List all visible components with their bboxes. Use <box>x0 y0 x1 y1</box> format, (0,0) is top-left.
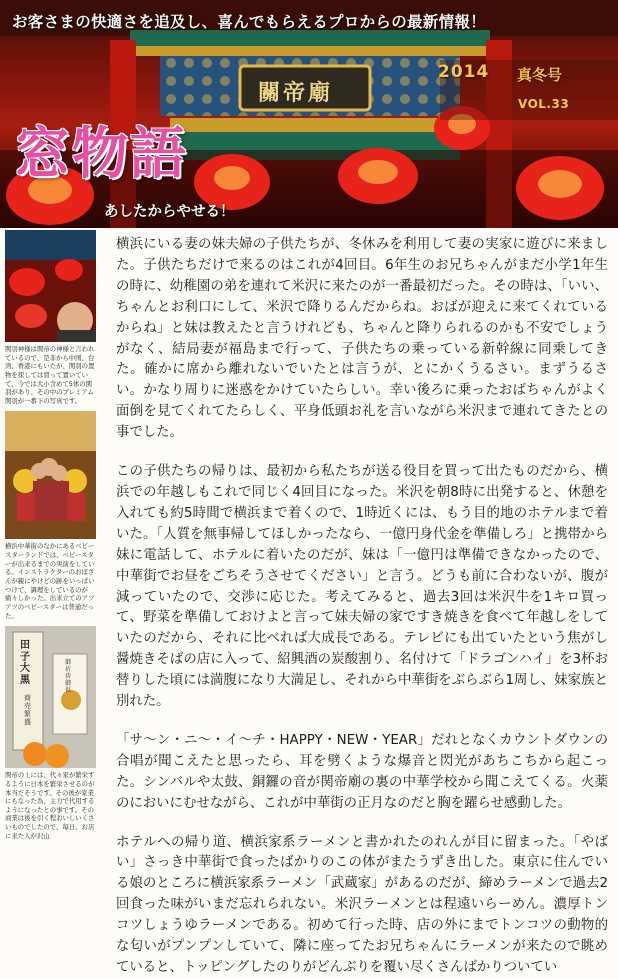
photo-caption-2: 横浜中華街のなかにあるベビースターランドでは、ベビースターが出来るまでの実演をしている。インストラクターのおばさんが親にやけどの跡をいっぱいつけて、調理をしているのが痛々しかった。出来立てのアツアツのベビースターは普通だった。 <box>5 542 95 620</box>
sidebar <box>5 230 96 840</box>
article-paragraph-2: この子供たちの帰りは、最初から私たちが送る役目を買って出たものだから、横浜での年越しもこれで同じく4回目になった。米沢を朝8時に出発すると、休憩を入れても約5時間で横浜まで着くので、1時近くには、もう目的地のホテルまで着いた。「人質を無事帰してほしかったなら、一億円身代金を準備しろ」と携帯から妹に電話して、ホテルに着いたのだが、妹は「一億円は準備できなかったので、中華街でお昼をごちそうさせてください」と言う。どうも前に合わないが、腹が減っていたので、交渉に応じた。考えてみると、過去3回は米沢牛を1キロ買って、野菜を準備しておけよと言って妹夫婦の家ですき焼きを食べて年越しをしていたのだから、それに比べれば大成長である。テレビにも出ていたという焦がし醤焼きそばの店に入って、紹興酒の炭酸割り、名付けて「ドラゴンハイ」を3杯お替りした頃には満腹になり大満足し、それから中華街をぶらぶら1周し、妹家族と別れた。 <box>116 464 608 710</box>
newsletter-subtitle: あしたからやせる！ <box>104 204 235 220</box>
photo-caption-1: 関羽神様は関帝の神様と言われているので、是非から中国、台湾、香港にもいたが、関羽の置物を探しては買って置いていて、今では大小含めて5体の関羽があり、その中のプレミアム関羽が一番下の写真です。 <box>5 345 95 405</box>
photo-temple-lanterns <box>5 230 96 342</box>
photo-baby-star-land <box>5 411 96 539</box>
plaque-line-2: 商売繁盛 <box>24 694 31 727</box>
plaque-line-3: 御祈祷御供 <box>65 659 72 694</box>
tagline: お客さまの快適さを追及し、喜んでもらえるプロからの最新情報！ <box>12 13 487 31</box>
issue-season: 真冬号 <box>517 66 563 84</box>
plaque-line-1: 田子大黒 <box>20 640 30 686</box>
article-paragraph-4: ホテルへの帰り道、横浜家系ラーメンと書かれたのれんが目に留まった。「やばい」さっき中華街で食ったばかりのこの体がまたうずき出した。東京に住んでいる娘のところに横浜家系ラーメン「武蔵家」があるのだが、締めラーメンで過去2回食った味がいまだ忘れられない。米沢ラーメンとは程遠いらーめん。濃厚トンコツしょうゆラーメンである。初めて行った時、店の外にまでトンコツの動物的な匂いがプンプンしていて、隣に座ってたお兄ちゃんにラーメンが来たので眺めていると、トッピングしたのりがどんぶりを覆い尽くさんばかりついてい <box>116 834 608 975</box>
header-banner <box>0 0 618 228</box>
article-paragraph-1: 横浜にいる妻の妹夫婦の子供たちが、冬休みを利用して妻の実家に遊びに来ました。子供たちだけで来るのはこれが4回目。6年生のお兄ちゃんがまだ小学1年生の時に、幼稚園の弟を連れて米沢に来たのが一番最初だった。その時は、「いい、ちゃんとお利口にして、米沢で降りるんだからね。おばが迎えに来てくれているからね」と妹は教えたと言うけれども、ちゃんと降りられるのかも不安でしょうがなく、結局妻が福島まで行って、子供たちの乗っている新幹線に同乗してきた。確かに席から離れないでいたとは言うが、とにかくうるさい。まずうるさい。かなり周りに迷惑をかけていたらしい。幸い後ろに乗ったおばちゃんがよく面倒を見てくれてたらしく、平身低頭お礼を言いながら米沢まで連れてきたとの事でした。 <box>116 237 608 441</box>
article-body <box>116 235 608 979</box>
issue-volume: VOL.33 <box>518 97 570 111</box>
photo-caption-3: 関帝の上には、代々家が繁栄するように日本を繁栄させるのが本当だそうです。その後が家業にもなった為、主力で代用するようになったとの事です。その商業は後を引く程おいしいくさいものでしたので、毎日、お店に来た人が沢山 <box>5 771 95 840</box>
gate-sign: 關帝廟 <box>258 80 334 106</box>
article-paragraph-3: 「サ〜ン・ニ〜・イ〜チ・HAPPY・NEW・YEAR」だれとなくカウントダウンの合唱が聞こえたと思ったら、耳を劈くような爆音と閃光があちこちから起こった。シンバルや太鼓、銅鑼の音が関帝廟の裏の中華学校から聞こえてくる。火薬のにおいにむせながら、これが中華街の正月なのだと胸を躍らせ感動した。 <box>116 732 608 811</box>
photo-daikoku-plaque <box>5 626 96 768</box>
newsletter-title: 窓物語 <box>14 121 188 187</box>
issue-year: 2014 <box>438 62 490 82</box>
